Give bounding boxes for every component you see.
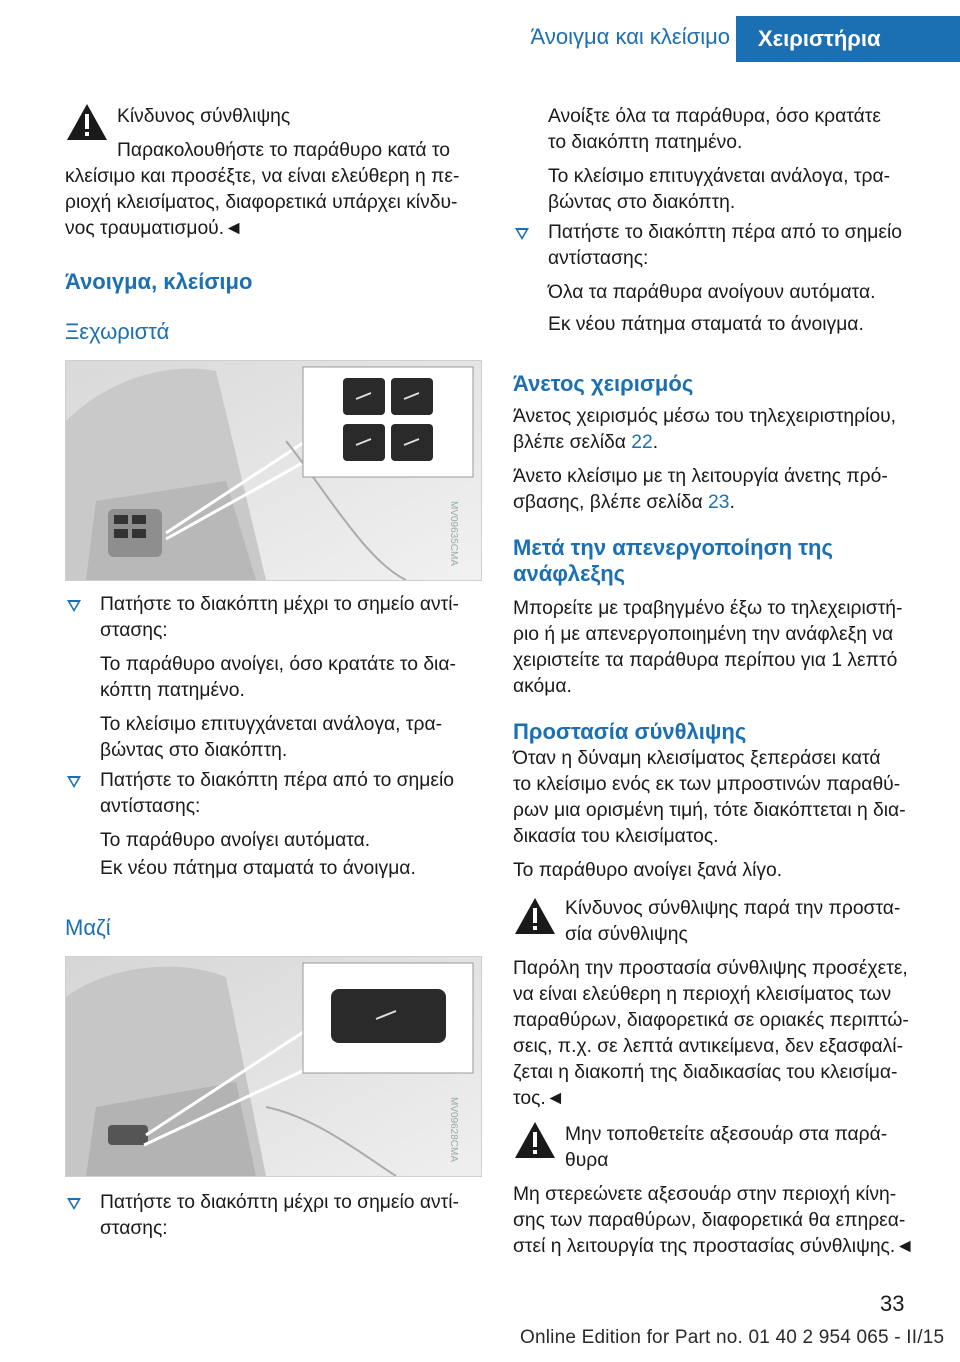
page-link-22[interactable]: 22	[631, 432, 653, 453]
heading-ignition-off: ανάφλεξης	[513, 561, 626, 586]
bullet-triangle-icon	[67, 600, 81, 612]
bullet-paragraph: Το παράθυρο ανοίγει, όσο κρατάτε το δια-	[100, 654, 456, 675]
paragraph: Το κλείσιμο επιτυγχάνεται ανάλογα, τρα-	[548, 166, 891, 187]
footer-edition: Online Edition for Part no. 01 40 2 954 065 - II/15	[520, 1327, 945, 1348]
image-code: MV09628CMA	[448, 1097, 459, 1163]
paragraph: χειριστείτε τα παράθυρα περίπου για 1 λεπτό	[513, 650, 898, 671]
warning-icon	[513, 896, 557, 936]
warning3-body-line: σης των παραθύρων, διαφορετικά θα επηρεα-	[513, 1210, 906, 1231]
bullet-text: στασης:	[100, 1218, 168, 1239]
warning1-body-line: Παρακολουθήστε το παράθυρο κατά το	[117, 140, 450, 161]
warning3-body-line: Μη στερεώνετε αξεσουάρ στην περιοχή κίνη-	[513, 1184, 897, 1205]
text: .	[652, 432, 659, 453]
text: .	[729, 492, 735, 513]
bullet-paragraph: Όλα τα παράθυρα ανοίγουν αυτόματα.	[548, 282, 876, 303]
warning1-body-line: νος τραυματισμού.◄	[65, 218, 244, 239]
text: σβασης, βλέπε σελίδα	[513, 492, 709, 513]
warning-icon	[65, 102, 109, 142]
bullet-paragraph: Το κλείσιμο επιτυγχάνεται ανάλογα, τρα-	[100, 714, 443, 735]
bullet-paragraph: κόπτη πατημένο.	[100, 680, 245, 701]
window-switch-photo-together	[65, 956, 482, 1177]
bullet-paragraph: Εκ νέου πάτημα σταματά το άνοιγμα.	[100, 858, 416, 879]
paragraph: Όταν η δύναμη κλεισίματος ξεπεράσει κατά	[513, 748, 881, 769]
bullet-text: Πατήστε το διακόπτη πέρα από το σημείο	[100, 770, 454, 791]
image-code: MV09635CMA	[448, 501, 459, 567]
header-chapter-tab	[736, 16, 960, 62]
bullet-triangle-icon	[67, 776, 81, 788]
warning2-body-line: σεις, π.χ. σε λεπτά αντικείμενα, δεν εξασφαλί-	[513, 1036, 904, 1057]
warning3-title: Μην τοποθετείτε αξεσουάρ στα παρά-	[565, 1124, 888, 1145]
bullet-text: Πατήστε το διακόπτη μέχρι το σημείο αντί-	[100, 1192, 459, 1213]
subheading-together: Μαζί	[65, 915, 111, 940]
bullet-triangle-icon	[67, 1198, 81, 1210]
bullet-paragraph: βώντας στο διακόπτη.	[100, 740, 288, 761]
bullet-text: αντίστασης:	[100, 796, 201, 817]
paragraph: ακόμα.	[513, 676, 572, 697]
paragraph: δικασία του κλεισίματος.	[513, 826, 719, 847]
header-section-title: Άνοιγμα και κλείσιμο	[530, 24, 730, 49]
heading-pinch-protection: Προστασία σύνθλιψης	[513, 719, 747, 744]
bullet-paragraph: Εκ νέου πάτημα σταματά το άνοιγμα.	[548, 314, 864, 335]
warning2-body-line: παραθύρων, διαφορετικά σε οριακές περιπτώ-	[513, 1010, 909, 1031]
warning2-title: σία σύνθλιψης	[565, 924, 688, 945]
heading-ignition-off: Μετά την απενεργοποίηση της	[513, 535, 833, 560]
paragraph: το κλείσιμο ενός εκ των μπροστινών παραθύ-	[513, 774, 901, 795]
warning3-title: θυρα	[565, 1150, 609, 1171]
header-chapter-label: Χειριστήρια	[758, 26, 881, 51]
bullet-text: Πατήστε το διακόπτη μέχρι το σημείο αντί-	[100, 594, 459, 615]
paragraph-with-link	[513, 490, 735, 516]
subheading-separate: Ξεχωριστά	[65, 319, 170, 344]
page-number: 33	[880, 1291, 905, 1316]
bullet-paragraph: Το παράθυρο ανοίγει αυτόματα.	[100, 830, 371, 851]
paragraph: ρων μια ορισμένη τιμή, τότε διακόπτεται η δια-	[513, 800, 906, 821]
paragraph-with-link	[513, 430, 658, 456]
text: βλέπε σελίδα	[513, 432, 632, 453]
heading-comfort: Άνετος χειρισμός	[513, 371, 694, 396]
warning3-body-line: στεί η λειτουργία της προστασίας σύνθλιψης.◄	[513, 1236, 915, 1257]
section-heading: Άνοιγμα, κλείσιμο	[65, 269, 253, 294]
warning2-body-line: ζεται η διακοπή της διαδικασίας του κλεισίμα-	[513, 1062, 898, 1083]
paragraph: Μπορείτε με τραβηγμένο έξω το τηλεχειριστή-	[513, 598, 903, 619]
warning2-body-line: τος.◄	[513, 1088, 565, 1109]
paragraph: Ανοίξτε όλα τα παράθυρα, όσο κρατάτε	[548, 106, 881, 127]
page-link-23[interactable]: 23	[708, 492, 730, 513]
window-switch-photo-separate	[65, 360, 482, 581]
warning1-title: Κίνδυνος σύνθλιψης	[117, 106, 291, 127]
bullet-triangle-icon	[515, 228, 529, 240]
paragraph: Άνετος χειρισμός μέσω του τηλεχειριστηρίου,	[513, 406, 897, 427]
warning2-body-line: Παρόλη την προστασία σύνθλιψης προσέχετε,	[513, 958, 908, 979]
paragraph: βώντας στο διακόπτη.	[548, 192, 736, 213]
bullet-text: αντίστασης:	[548, 248, 649, 269]
warning1-body-line: κλείσιμο και προσέξτε, να είναι ελεύθερη η πε-	[65, 166, 460, 187]
paragraph: Το παράθυρο ανοίγει ξανά λίγο.	[513, 860, 783, 881]
warning-icon	[513, 1120, 557, 1160]
warning2-body-line: να είναι ελεύθερη η περιοχή κλεισίματος των	[513, 984, 892, 1005]
bullet-text: στασης:	[100, 620, 168, 641]
paragraph: ριο ή με απενεργοποιημένη την ανάφλεξη να	[513, 624, 894, 645]
paragraph: το διακόπτη πατημένο.	[548, 132, 743, 153]
paragraph: Άνετο κλείσιμο με τη λειτουργία άνετης πρό-	[513, 466, 888, 487]
warning1-body-line: ριοχή κλεισίματος, διαφορετικά υπάρχει κίνδυ-	[65, 192, 458, 213]
warning2-title: Κίνδυνος σύνθλιψης παρά την προστα-	[565, 898, 901, 919]
bullet-text: Πατήστε το διακόπτη πέρα από το σημείο	[548, 222, 902, 243]
